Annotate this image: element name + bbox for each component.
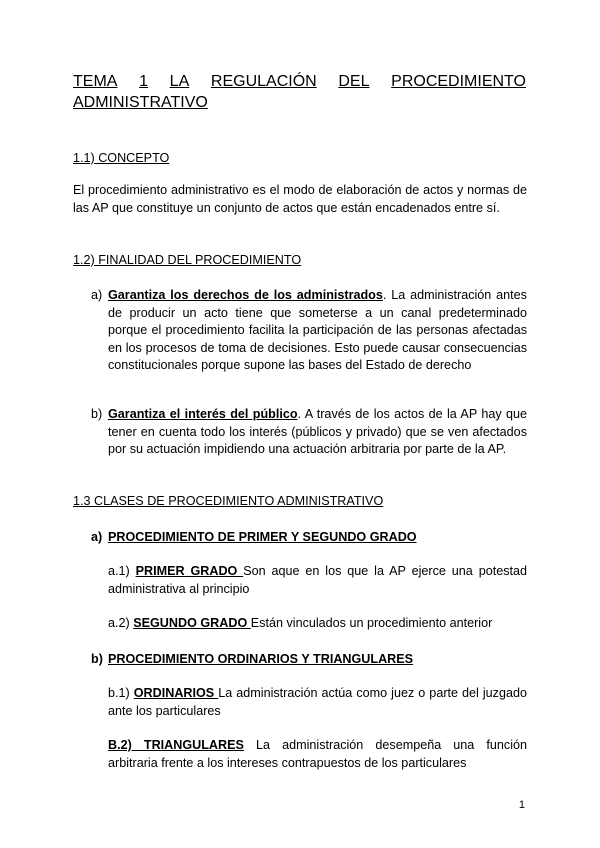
subsection-b1 [108,685,527,720]
page-number: 1 [518,799,525,811]
section-3-heading: 1.3 CLASES DE PROCEDIMIENTO ADMINISTRATIVO [73,494,384,508]
item-prefix: b.1) [108,686,134,700]
item-text: La administración actúa como juez o parte del juzgado ante los particulares [108,686,527,718]
list-label: a) [91,288,103,302]
subsection-a1 [108,563,527,598]
subsection-a2 [108,615,527,633]
item-text: Son aque en los que la AP ejerce una potestad administrativa al principio [108,564,528,596]
item-prefix: a.2) [108,616,134,630]
title-word: PROCEDIMIENTO [391,73,526,90]
subsection-a-label: a) [91,530,103,544]
section-1-body: El procedimiento administrativo es el modo de elaboración de actos y normas de las AP que constituye un conjunto de actos que están encadenados entre sí. [73,183,527,215]
title-word: LA [169,73,190,90]
title-word: REGULACIÓN [210,73,317,90]
finalidad-item-a [108,287,527,375]
item-text: La administración desempeña una función arbitraria frente a los intereses contrapuestos de los particulares [108,738,528,770]
item-emphasis: ORDINARIOS [133,686,219,700]
title-word: DEL [338,73,370,90]
item-emphasis: PRIMER GRADO [135,564,244,578]
item-emphasis: Garantiza los derechos de los administrados [108,288,383,302]
subsection-a-heading: PROCEDIMIENTO DE PRIMER Y SEGUNDO GRADO [108,530,417,544]
item-text: Están vinculados un procedimiento anterior [250,616,493,630]
subsection-b2 [108,737,527,772]
title-line-1 [73,71,526,92]
item-emphasis: B.2) TRIANGULARES [108,738,244,752]
item-text: . A través de los actos de la AP hay que tener en cuenta todo los interés (públicos y privado) que se ven afectados por su actuación impidiendo una actuación arbitraria por parte de la AP. [108,407,527,457]
item-prefix: a.1) [108,564,136,578]
item-emphasis: SEGUNDO GRADO [133,616,251,630]
list-label: b) [91,407,103,421]
title-word: 1 [139,73,149,90]
title-word: TEMA [73,73,118,90]
section-2-heading: 1.2) FINALIDAD DEL PROCEDIMIENTO [73,253,302,267]
section-1-heading: 1.1) CONCEPTO [73,151,170,165]
item-text: . La administración antes de producir un acto tiene que someterse a un canal predeterminado porque el procedimiento facilita la participación de las personas afectadas en los procesos de toma de decisiones. Esto puede causar consecuencias constitucionales porque supone las bases del Estado de derecho [108,288,527,373]
item-emphasis: Garantiza el interés del público [108,407,298,421]
finalidad-item-b [108,406,527,459]
subsection-b-label: b) [91,652,103,666]
title-line-2: ADMINISTRATIVO [73,94,208,111]
subsection-b-heading: PROCEDIMIENTO ORDINARIOS Y TRIANGULARES [108,652,414,666]
document-title [73,71,526,113]
